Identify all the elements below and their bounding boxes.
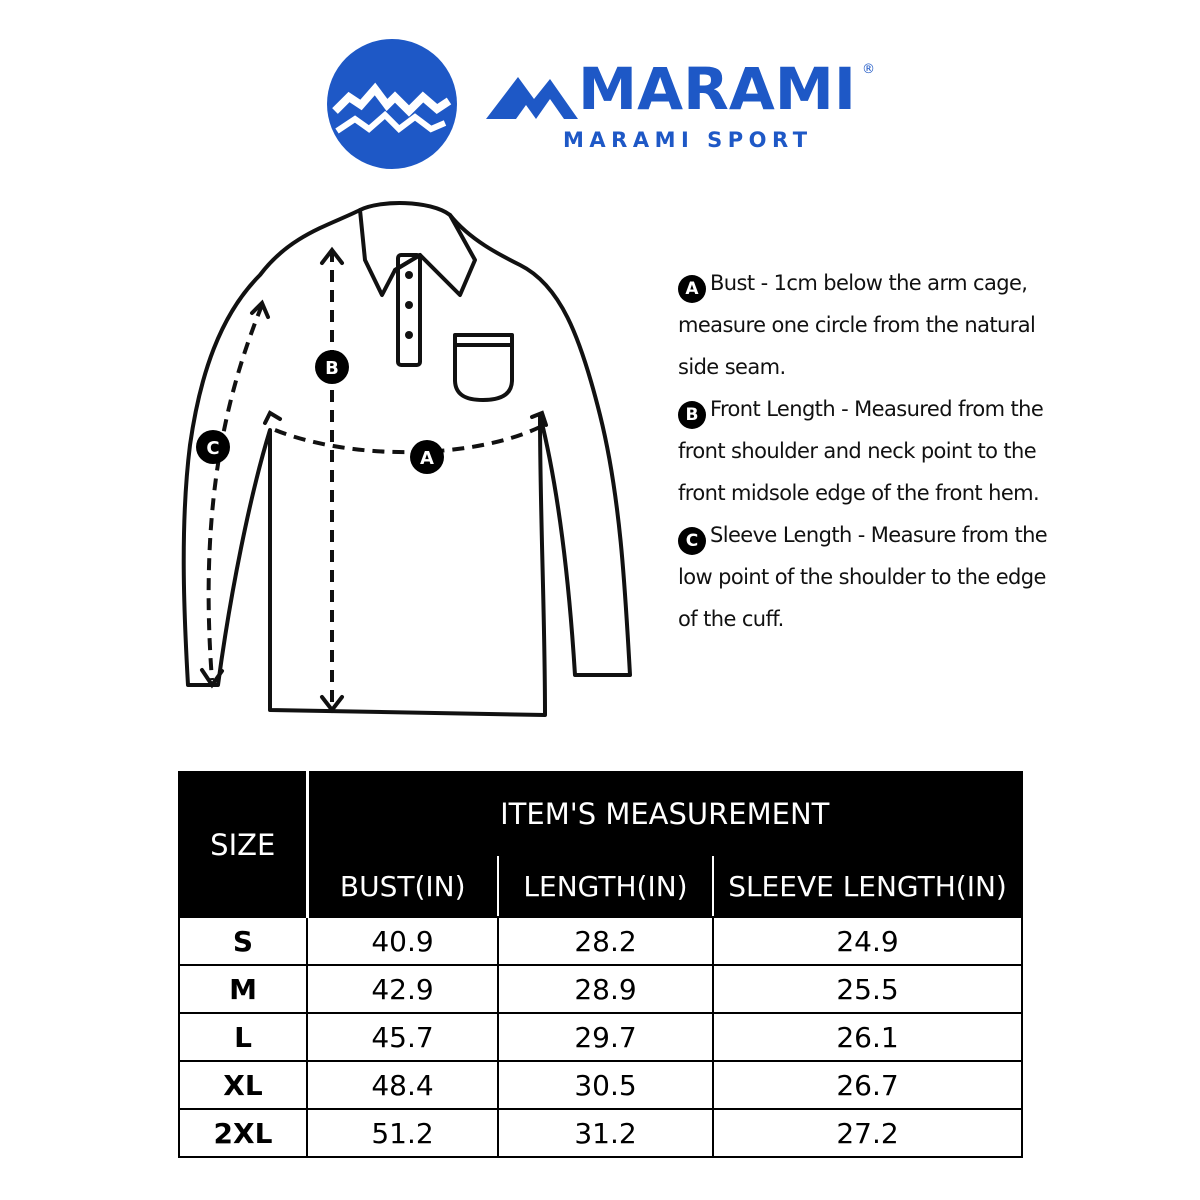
- table-row: [179, 965, 1022, 1013]
- badge-c: C: [678, 527, 706, 555]
- bust-cell: 51.2: [307, 1109, 498, 1157]
- diagram-badge-a: [410, 440, 444, 474]
- badge-b: B: [678, 401, 706, 429]
- size-cell: XL: [179, 1061, 307, 1109]
- table-row: [179, 1109, 1022, 1157]
- diagram-badge-c: [196, 430, 230, 464]
- measure-arrowheads: [202, 250, 546, 710]
- table-row: [179, 1013, 1022, 1061]
- size-column-header: SIZE: [179, 772, 307, 917]
- badge-a: A: [678, 275, 706, 303]
- note-bust-text: Bust - 1cm below the arm cage, measure one circle from the natural side seam.: [678, 271, 1036, 379]
- brand-header: [0, 0, 1200, 190]
- sleeve-length-cell: 26.1: [713, 1013, 1022, 1061]
- measurement-notes: [678, 262, 1048, 640]
- length-cell: 30.5: [498, 1061, 713, 1109]
- column-header-sleeve-length: SLEEVE LENGTH(IN): [713, 855, 1022, 917]
- sleeve-length-cell: 27.2: [713, 1109, 1022, 1157]
- length-cell: 28.2: [498, 917, 713, 965]
- size-cell: L: [179, 1013, 307, 1061]
- note-length-text: Front Length - Measured from the front shoulder and neck point to the front midsole edge of the front hem.: [678, 397, 1044, 505]
- diagram-label-b: B: [325, 358, 339, 379]
- table-row: [179, 917, 1022, 965]
- shirt-body-outline: [184, 210, 630, 715]
- marami-wordmark-logo: [486, 55, 886, 125]
- bust-measure-line: [275, 427, 540, 452]
- length-cell: 28.9: [498, 965, 713, 1013]
- size-cell: S: [179, 917, 307, 965]
- table-row: [179, 1061, 1022, 1109]
- length-cell: 31.2: [498, 1109, 713, 1157]
- sleeve-length-cell: 26.7: [713, 1061, 1022, 1109]
- column-header-bust: BUST(IN): [307, 855, 498, 917]
- note-sleeve-text: Sleeve Length - Measure from the low point of the shoulder to the edge of the cuff.: [678, 523, 1048, 631]
- brand-subtitle: MARAMI SPORT: [563, 128, 813, 152]
- size-chart-table: [178, 771, 1023, 1158]
- sleeve-length-cell: 25.5: [713, 965, 1022, 1013]
- polo-shirt-diagram: [170, 195, 650, 725]
- registered-mark: ®: [862, 62, 875, 77]
- bust-cell: 42.9: [307, 965, 498, 1013]
- length-cell: 29.7: [498, 1013, 713, 1061]
- size-cell: 2XL: [179, 1109, 307, 1157]
- shirt-buttons: [405, 271, 413, 339]
- brand-name: MARAMI: [578, 55, 856, 123]
- measurement-group-header: ITEM'S MEASUREMENT: [307, 772, 1022, 855]
- note-bust: [678, 262, 1048, 388]
- sleeve-length-cell: 24.9: [713, 917, 1022, 965]
- bust-cell: 48.4: [307, 1061, 498, 1109]
- size-cell: M: [179, 965, 307, 1013]
- note-sleeve: [678, 514, 1048, 640]
- bust-cell: 45.7: [307, 1013, 498, 1061]
- mountain-logo-icon: [327, 39, 457, 169]
- bust-cell: 40.9: [307, 917, 498, 965]
- diagram-badge-b: [315, 350, 349, 384]
- note-length: [678, 388, 1048, 514]
- diagram-label-c: C: [206, 438, 220, 459]
- column-header-length: LENGTH(IN): [498, 855, 713, 917]
- diagram-label-a: A: [420, 448, 434, 469]
- shirt-collar: [360, 203, 475, 295]
